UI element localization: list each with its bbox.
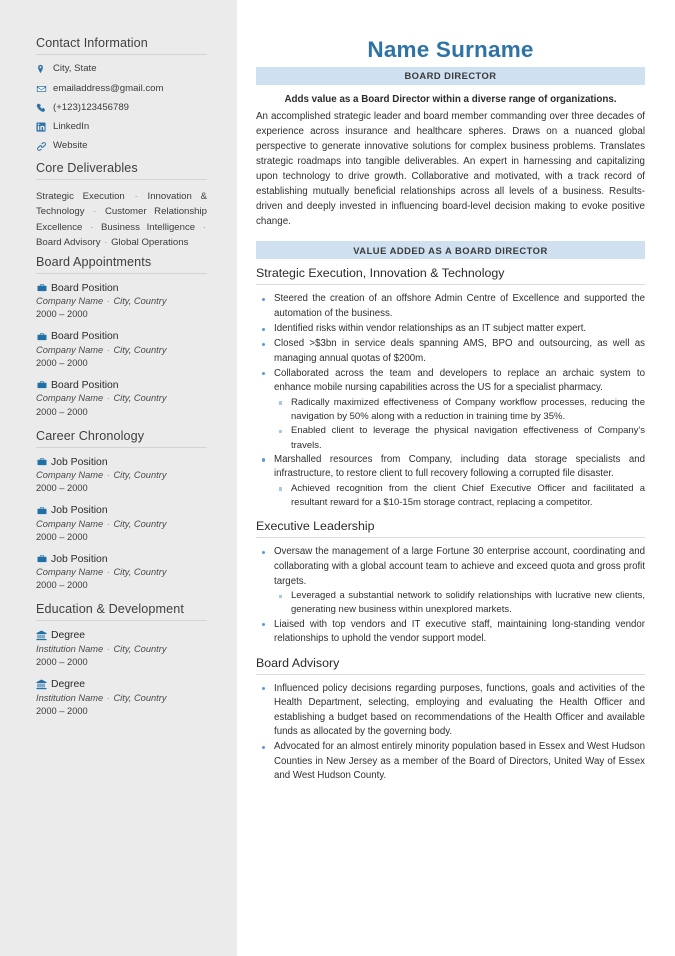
link-icon (36, 141, 53, 152)
achievement-text: Oversaw the management of a large Fortune 30 enterprise account, coordinating and collaborating with a global account team to achieve and exceed quota and gross profit targets. (274, 546, 645, 587)
entry-title: Board Position (51, 282, 119, 294)
dot-separator-icon: · (196, 221, 206, 233)
entry-organization-location (36, 392, 207, 405)
entry-organization-location (36, 295, 207, 308)
page-title: Name Surname (367, 37, 534, 62)
entry-organization: Institution Name (36, 643, 104, 654)
entry-organization-location (36, 469, 207, 482)
contact-item-map-pin[interactable] (36, 63, 207, 75)
envelope-icon (36, 84, 53, 94)
main-subsection-board-advisory (256, 656, 645, 784)
contact-item-label: (+123)123456789 (53, 101, 130, 113)
entry-title-row (36, 679, 207, 690)
value-added-band: VALUE ADDED AS A BOARD DIRECTOR (256, 241, 645, 259)
deliverable-item: Innovation & Technology (36, 190, 207, 218)
entry-organization: Company Name (36, 518, 104, 529)
achievement-item (256, 545, 645, 617)
core-deliverables-list (36, 189, 207, 251)
entry-organization-location (36, 566, 207, 579)
entry-dates: 2000 – 2000 (36, 357, 88, 368)
sub-achievement-item: Leveraged a substantial network to solidify relationships with lucrative new clients, generating new business within unexplored markets. (274, 589, 645, 618)
sidebar-section-board-appointments (36, 255, 207, 418)
achievement-text: Advocated for an almost entirely minority population based in Essex and West Hudson Counties in New Jersey as a member of the Board of Directors, United Way of Essex and West Hudson County. (274, 741, 645, 782)
subsection-heading: Board Advisory (256, 656, 645, 675)
dot-separator-icon: · (104, 393, 113, 404)
job-title-band: BOARD DIRECTOR (256, 67, 645, 85)
achievement-item (256, 337, 645, 366)
map-pin-icon (36, 63, 53, 75)
entry-title-row (36, 283, 207, 294)
deliverable-item: Customer Relationship Excellence (36, 206, 207, 233)
achievement-list (256, 292, 645, 510)
entry-dates: 2000 – 2000 (36, 406, 88, 417)
entry-title-row (36, 380, 207, 391)
entry-location: City, Country (113, 344, 167, 355)
contact-item-label: City, State (53, 62, 97, 74)
university-icon (36, 679, 51, 690)
entry-location: City, Country (113, 470, 167, 481)
entry-organization: Company Name (36, 470, 104, 481)
sidebar-section-heading: Career Chronology (36, 429, 207, 448)
entry-title: Degree (51, 679, 86, 691)
achievement-item (256, 453, 645, 511)
entry-title: Board Position (51, 331, 119, 343)
entry-dates: 2000 – 2000 (36, 705, 88, 716)
sub-achievement-list (274, 396, 645, 453)
entry-location: City, Country (113, 393, 167, 404)
entry-title: Degree (51, 630, 86, 642)
dot-separator-icon: · (101, 237, 111, 249)
achievement-text: Collaborated across the team and developers to replace an archaic system to enhance mobile nursing capabilities across the US for a specialist pharmacy. (274, 367, 645, 394)
contact-item-label: Website (53, 140, 88, 152)
achievement-text: Closed >$3bn in service deals spanning AMS, BPO and outsourcing, as well as managing annual quotas of $200m. (274, 338, 645, 364)
sidebar-section-contact-information (36, 36, 207, 152)
entry-organization: Company Name (36, 567, 104, 578)
deliverable-item: Global Operations (111, 237, 189, 249)
entry-organization: Company Name (36, 344, 104, 355)
profile-summary: An accomplished strategic leader and board member commanding over three decades of experience across insurance and healthcare spheres. Draws on a nuanced global perspective to generate innovative solutions for complex business problems. Translates strategic roadmaps into tangible deliverables. An expert in harnessing and capitalizing upon technology to drive growth. Collaborative and motivated, with a track record of establishing mutually beneficial relationships across all levels of a business. Results-driven and deeply invested in influencing board-level decision making to evoke positive change. (256, 111, 645, 227)
briefcase-icon (36, 332, 51, 342)
sub-achievement-item: Enabled client to leverage the physical navigation effectiveness of Company's travels. (274, 424, 645, 453)
sidebar-entry (36, 331, 207, 369)
contact-item-label: emailaddress@gmail.com (53, 82, 164, 94)
briefcase-icon (36, 457, 51, 467)
entry-dates: 2000 – 2000 (36, 483, 88, 494)
dot-separator-icon: · (83, 221, 100, 233)
sidebar-entry (36, 283, 207, 321)
entry-dates: 2000 – 2000 (36, 531, 88, 542)
entry-organization-location (36, 643, 207, 656)
entry-location: City, Country (113, 692, 167, 703)
dot-separator-icon: · (104, 296, 113, 307)
university-icon (36, 630, 51, 641)
sidebar-entry (36, 505, 207, 543)
entry-organization: Company Name (36, 393, 104, 404)
entry-title: Job Position (51, 505, 108, 517)
achievement-list (256, 545, 645, 646)
entry-dates: 2000 – 2000 (36, 309, 88, 320)
contact-item-phone[interactable] (36, 103, 207, 114)
deliverable-item: Board Advisory (36, 237, 101, 249)
deliverable-item: Business Intelligence (100, 221, 196, 233)
entry-title: Job Position (51, 553, 108, 565)
main-column (237, 0, 675, 956)
deliverable-item: Strategic Execution (36, 190, 125, 202)
entry-title-row (36, 331, 207, 342)
sidebar-entry (36, 679, 207, 717)
entry-location: City, Country (113, 643, 167, 654)
dot-separator-icon: · (104, 470, 113, 481)
achievement-text: Liaised with top vendors and IT executive staff, maintaining long-standing vendor relationships to uphold the vendor support model. (274, 618, 645, 645)
achievement-item (256, 322, 645, 337)
briefcase-icon (36, 283, 51, 293)
entry-location: City, Country (113, 296, 167, 307)
briefcase-icon (36, 506, 51, 516)
entry-title: Board Position (51, 379, 119, 391)
contact-item-link[interactable] (36, 141, 207, 152)
achievement-list (256, 682, 645, 784)
achievement-text: Steered the creation of an offshore Admin Centre of Excellence and supported the automation of the business. (274, 293, 645, 320)
achievement-item (256, 618, 645, 647)
entry-title-row (36, 457, 207, 468)
entry-title: Job Position (51, 456, 108, 468)
entry-title-row (36, 505, 207, 516)
sub-achievement-list (274, 482, 645, 511)
entry-location: City, Country (113, 567, 167, 578)
sidebar-entry (36, 457, 207, 495)
main-subsection-strategic-execution-innovation-technology (256, 266, 645, 510)
sidebar-section-education-development (36, 602, 207, 716)
entry-organization-location (36, 518, 207, 531)
entry-organization: Institution Name (36, 692, 104, 703)
sidebar-entry (36, 380, 207, 418)
sidebar (0, 0, 237, 956)
dot-separator-icon: · (104, 518, 113, 529)
contact-item-label: LinkedIn (53, 121, 90, 133)
sidebar-section-career-chronology (36, 429, 207, 592)
sidebar-entry (36, 554, 207, 592)
entry-organization-location (36, 344, 207, 357)
achievement-text: Marshalled resources from Company, including data storage specialists and infrastructure, to restore client to full recovery following a corrupted file disaster. (274, 453, 645, 480)
sub-achievement-item: Achieved recognition from the client Chief Executive Officer and facilitated a resultant reward for a $10-15m storage contract, replacing a competitor. (274, 482, 645, 511)
sub-achievement-item: Radically maximized effectiveness of Company workflow processes, reducing the navigation by 50% along with a reduction in training time by 35%. (274, 396, 645, 425)
subsection-heading: Executive Leadership (256, 519, 645, 538)
entry-organization-location (36, 692, 207, 705)
dot-separator-icon: · (104, 643, 113, 654)
dot-separator-icon: · (125, 190, 147, 202)
entry-location: City, Country (113, 518, 167, 529)
briefcase-icon (36, 380, 51, 390)
entry-organization: Company Name (36, 296, 104, 307)
achievement-text: Identified risks within vendor relationships as an IT subject matter expert. (274, 323, 587, 335)
dot-separator-icon: · (104, 344, 113, 355)
sidebar-section-heading: Education & Development (36, 602, 207, 621)
achievement-item (256, 740, 645, 784)
entry-dates: 2000 – 2000 (36, 657, 88, 668)
achievement-item (256, 367, 645, 453)
main-subsection-executive-leadership (256, 519, 645, 646)
dot-separator-icon: · (85, 206, 104, 218)
sidebar-entry (36, 630, 207, 668)
entry-dates: 2000 – 2000 (36, 580, 88, 591)
dot-separator-icon: · (104, 567, 113, 578)
achievement-text: Influenced policy decisions regarding purposes, functions, goals and activities of the Health Department, selecting, employing and evaluating the Health Officer and establishing a budget based on recommendations of the Health Officer and available funds as allocated by the governing body. (274, 682, 645, 738)
sidebar-section-core-deliverables (36, 161, 207, 251)
subsection-heading: Strategic Execution, Innovation & Technology (256, 266, 645, 285)
entry-title-row (36, 554, 207, 565)
dot-separator-icon: · (104, 692, 113, 703)
sidebar-section-heading: Contact Information (36, 36, 207, 55)
briefcase-icon (36, 554, 51, 564)
contact-list (36, 63, 207, 152)
sidebar-section-heading: Board Appointments (36, 255, 207, 274)
phone-icon (36, 103, 53, 114)
tagline: Adds value as a Board Director within a diverse range of organizations. (284, 93, 617, 105)
linkedin-icon (36, 122, 53, 132)
achievement-item (256, 682, 645, 740)
sub-achievement-list (274, 589, 645, 618)
contact-item-linkedin[interactable] (36, 122, 207, 133)
entry-title-row (36, 630, 207, 641)
contact-item-envelope[interactable] (36, 84, 207, 95)
achievement-item (256, 292, 645, 321)
sidebar-section-heading: Core Deliverables (36, 161, 207, 180)
